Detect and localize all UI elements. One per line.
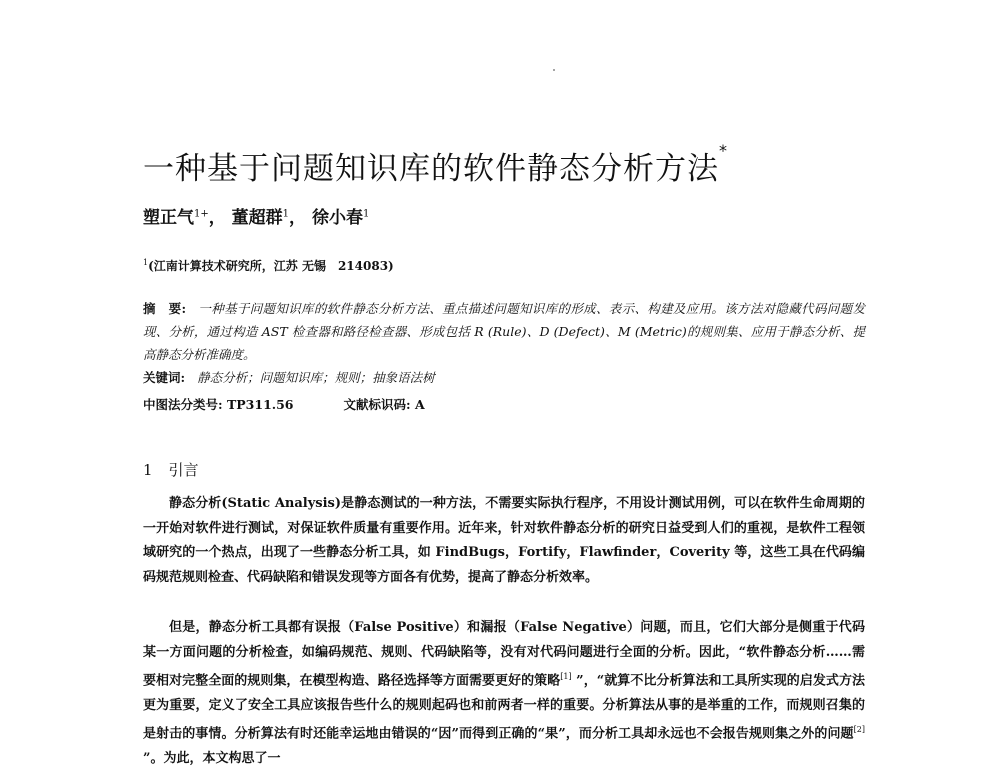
author-name: 董超群 [231,208,283,228]
abstract-text: 一种基于问题知识库的软件静态分析方法、重点描述问题知识库的形成、表示、构建及应用。该方法对隐藏代码问题发现、分析，通过构造 AST 检查器和路径检查器、形成包括 R (Rule)、D (Defect)、M (Metric)的规则集、应用于静态分析、提高静态分析准确度。 [143,301,865,362]
keywords [143,368,865,386]
author-mark: 1 [282,208,290,220]
keywords-text: 静态分析；问题知识库；规则；抽象语法树 [197,370,435,385]
abstract-label: 摘 要: [143,301,187,316]
section-heading [143,459,199,480]
author-mark: 1 [362,208,370,220]
scan-speck [553,69,555,71]
paper-title: 一种基于问题知识库的软件静态分析方法* [143,141,728,187]
author-list: 塑正气$^{1+}$， 董超群$^1$， 徐小春$^1$ [143,208,370,228]
abstract [143,297,865,366]
author-name: 塑正气 [143,208,194,228]
body-paragraph: 静态分析(Static Analysis)是静态测试的一种方法，不需要实际执行程序，不用设计测试用例，可以在软件生命周期的一开始对软件进行测试，对保证软件质量有重要作用。近年来，针对软件静态分析的研究日益受到人们的重视，是软件工程领域研究的一个热点，出现了一些静态分析工具，如 FindBugs，Fortify，Flawfinder，Coverity 等，这些工具在代码编码规范规则检查、代码缺陷和错误发现等方面各有优势，提高了静态分析效率。 [143,496,865,585]
title-footnote-mark: * [719,141,728,160]
section-number: 1 [143,461,153,479]
clc-number: 中图法分类号: TP311.56 [143,397,294,412]
author-mark: 1+ [194,208,209,220]
keywords-label: 关键词: [143,370,186,385]
classification-line [143,395,425,413]
document-code: 文献标识码: A [343,397,425,412]
section-title: 引言 [168,461,199,479]
citation-ref: [1] [560,672,572,681]
citation-ref: [2] [853,725,865,735]
author-name: 徐小春 [311,208,363,228]
body-paragraph: 但是，静态分析工具都有误报（False Positive）和漏报（False Negative）问题，而且，它们大部分是侧重于代码某一方面问题的分析检查，如编码规范、规则、代码缺陷等，没有对代码问题进行全面的分析。因此，“软件静态分析……需要相对完整全面的规则集，在模型构造、路径选择等方面需要更好的策略[1] ”，“就算不比分析算法和工具所实现的启发式方法更为重要，定义了安全工具应该报告些什么的规则起码也和前两者一样的重要。分析算法从事的是举重的工作，而规则召集的是射击的事情。分析算法有时还能幸运地由错误的“因”而得到正确的“果”，而分析工具却永远也不会报告规则集之外的问题[2] ”。为此，本文构思了一 [143,620,865,767]
affiliation-mark: 1 [143,258,149,267]
affiliation: $^1$(江南计算技术研究所，江苏 无锡 214083) [143,258,394,273]
